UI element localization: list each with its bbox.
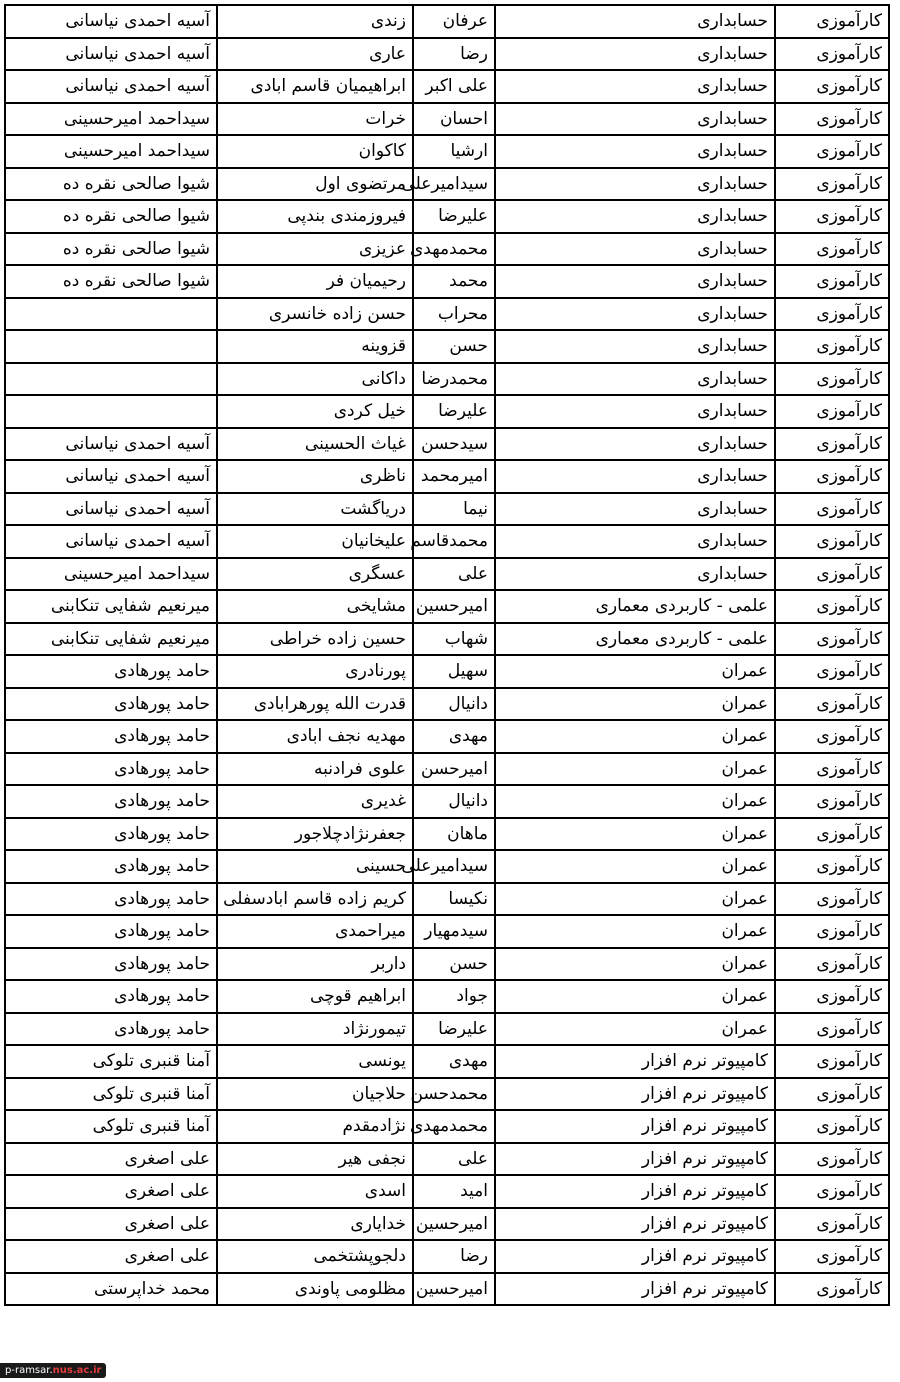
advisor-cell — [5, 363, 217, 396]
major-cell: کامپیوتر نرم افزار — [495, 1045, 775, 1078]
first-name-cell: امید — [413, 1175, 495, 1208]
first-name-cell: علی — [413, 558, 495, 591]
table-row — [5, 980, 889, 1013]
advisor-cell — [5, 330, 217, 363]
degree-cell: کارآموزی — [775, 525, 889, 558]
table-row — [5, 948, 889, 981]
advisor-cell: آمنا قنبری تلوکی — [5, 1110, 217, 1143]
table-row — [5, 5, 889, 38]
site-watermark — [0, 1363, 106, 1378]
advisor-cell: علی اصغری — [5, 1208, 217, 1241]
last-name-cell: مرتضوی اول — [217, 168, 413, 201]
first-name-cell: ارشیا — [413, 135, 495, 168]
degree-cell: کارآموزی — [775, 720, 889, 753]
last-name-cell: عاری — [217, 38, 413, 71]
advisor-cell: آسیه احمدی نیاسانی — [5, 493, 217, 526]
degree-cell: کارآموزی — [775, 818, 889, 851]
last-name-cell: غدیری — [217, 785, 413, 818]
first-name-cell: امیرمحمد — [413, 460, 495, 493]
major-cell: حسابداری — [495, 460, 775, 493]
table-row — [5, 38, 889, 71]
table-row — [5, 460, 889, 493]
last-name-cell: خیل کردی — [217, 395, 413, 428]
advisor-cell: آسیه احمدی نیاسانی — [5, 428, 217, 461]
advisor-cell: آسیه احمدی نیاسانی — [5, 460, 217, 493]
last-name-cell: داربر — [217, 948, 413, 981]
last-name-cell: کاکوان — [217, 135, 413, 168]
degree-cell: کارآموزی — [775, 915, 889, 948]
table-row — [5, 298, 889, 331]
major-cell: عمران — [495, 980, 775, 1013]
table-body — [5, 5, 889, 1305]
degree-cell: کارآموزی — [775, 590, 889, 623]
advisor-cell: محمد خداپرستی — [5, 1273, 217, 1306]
table-row — [5, 330, 889, 363]
table-row — [5, 395, 889, 428]
degree-cell: کارآموزی — [775, 1045, 889, 1078]
degree-cell: کارآموزی — [775, 1110, 889, 1143]
table-row — [5, 1045, 889, 1078]
degree-cell: کارآموزی — [775, 1175, 889, 1208]
table-row — [5, 1175, 889, 1208]
major-cell: عمران — [495, 720, 775, 753]
first-name-cell: نکیسا — [413, 883, 495, 916]
advisor-cell: سیداحمد امیرحسینی — [5, 103, 217, 136]
major-cell: حسابداری — [495, 38, 775, 71]
watermark-prefix: p-ramsar. — [5, 1365, 53, 1376]
advisor-cell — [5, 395, 217, 428]
degree-cell: کارآموزی — [775, 1273, 889, 1306]
major-cell: کامپیوتر نرم افزار — [495, 1143, 775, 1176]
table-row — [5, 200, 889, 233]
table-row — [5, 688, 889, 721]
last-name-cell: مظلومی پاوندی — [217, 1273, 413, 1306]
first-name-cell: امیرحسن — [413, 753, 495, 786]
last-name-cell: میراحمدی — [217, 915, 413, 948]
degree-cell: کارآموزی — [775, 5, 889, 38]
first-name-cell: امیرحسین — [413, 590, 495, 623]
degree-cell: کارآموزی — [775, 103, 889, 136]
first-name-cell: سهیل — [413, 655, 495, 688]
first-name-cell: علیرضا — [413, 395, 495, 428]
degree-cell: کارآموزی — [775, 363, 889, 396]
major-cell: کامپیوتر نرم افزار — [495, 1273, 775, 1306]
degree-cell: کارآموزی — [775, 753, 889, 786]
first-name-cell: احسان — [413, 103, 495, 136]
first-name-cell: امیرحسین — [413, 1273, 495, 1306]
table-row — [5, 1013, 889, 1046]
last-name-cell: پورنادری — [217, 655, 413, 688]
degree-cell: کارآموزی — [775, 623, 889, 656]
first-name-cell: جواد — [413, 980, 495, 1013]
first-name-cell: علیرضا — [413, 1013, 495, 1046]
last-name-cell: عسگری — [217, 558, 413, 591]
degree-cell: کارآموزی — [775, 330, 889, 363]
watermark-domain: nus.ac.ir — [52, 1365, 102, 1376]
degree-cell: کارآموزی — [775, 655, 889, 688]
advisor-cell: حامد پورهادی — [5, 753, 217, 786]
major-cell: عمران — [495, 655, 775, 688]
advisor-cell: حامد پورهادی — [5, 720, 217, 753]
major-cell: عمران — [495, 948, 775, 981]
advisor-cell: حامد پورهادی — [5, 980, 217, 1013]
advisor-cell: شیوا صالحی نقره ده — [5, 233, 217, 266]
first-name-cell: سیدامیرعلی — [413, 168, 495, 201]
first-name-cell: محمد — [413, 265, 495, 298]
first-name-cell: حسن — [413, 948, 495, 981]
table-row — [5, 883, 889, 916]
table-row — [5, 753, 889, 786]
table-row — [5, 655, 889, 688]
major-cell: علمی - کاربردی معماری — [495, 590, 775, 623]
major-cell: حسابداری — [495, 428, 775, 461]
major-cell: حسابداری — [495, 233, 775, 266]
last-name-cell: مهدیه نجف ابادی — [217, 720, 413, 753]
first-name-cell: محمدرضا — [413, 363, 495, 396]
first-name-cell: سیدمهیار — [413, 915, 495, 948]
major-cell: حسابداری — [495, 493, 775, 526]
first-name-cell: دانیال — [413, 688, 495, 721]
table-row — [5, 135, 889, 168]
degree-cell: کارآموزی — [775, 135, 889, 168]
major-cell: حسابداری — [495, 5, 775, 38]
first-name-cell: محمدمهدی — [413, 1110, 495, 1143]
last-name-cell: حلاجیان — [217, 1078, 413, 1111]
first-name-cell: ماهان — [413, 818, 495, 851]
last-name-cell: قزوینه — [217, 330, 413, 363]
last-name-cell: نژادمقدم — [217, 1110, 413, 1143]
major-cell: کامپیوتر نرم افزار — [495, 1240, 775, 1273]
advisor-cell: علی اصغری — [5, 1175, 217, 1208]
last-name-cell: حسین زاده خراطی — [217, 623, 413, 656]
advisor-cell: آسیه احمدی نیاسانی — [5, 38, 217, 71]
advisor-cell: آمنا قنبری تلوکی — [5, 1045, 217, 1078]
degree-cell: کارآموزی — [775, 460, 889, 493]
first-name-cell: رضا — [413, 1240, 495, 1273]
first-name-cell: رضا — [413, 38, 495, 71]
degree-cell: کارآموزی — [775, 200, 889, 233]
last-name-cell: حسن زاده خانسری — [217, 298, 413, 331]
degree-cell: کارآموزی — [775, 1013, 889, 1046]
degree-cell: کارآموزی — [775, 168, 889, 201]
first-name-cell: شهاب — [413, 623, 495, 656]
table-row — [5, 525, 889, 558]
major-cell: حسابداری — [495, 330, 775, 363]
table-row — [5, 1273, 889, 1306]
last-name-cell: تیمورنژاد — [217, 1013, 413, 1046]
major-cell: علمی - کاربردی معماری — [495, 623, 775, 656]
last-name-cell: جعفرنژادچلاجور — [217, 818, 413, 851]
degree-cell: کارآموزی — [775, 1208, 889, 1241]
first-name-cell: محمدحسن — [413, 1078, 495, 1111]
last-name-cell: ابراهیم قوچی — [217, 980, 413, 1013]
last-name-cell: کریم زاده قاسم ابادسفلی — [217, 883, 413, 916]
degree-cell: کارآموزی — [775, 558, 889, 591]
degree-cell: کارآموزی — [775, 298, 889, 331]
table-row — [5, 1240, 889, 1273]
table-row — [5, 785, 889, 818]
last-name-cell: رحیمیان فر — [217, 265, 413, 298]
last-name-cell: ابراهیمیان قاسم ابادی — [217, 70, 413, 103]
last-name-cell: غیاث الحسینی — [217, 428, 413, 461]
table-row — [5, 103, 889, 136]
advisor-cell: آسیه احمدی نیاسانی — [5, 70, 217, 103]
first-name-cell: سیدامیرعلی — [413, 850, 495, 883]
degree-cell: کارآموزی — [775, 785, 889, 818]
last-name-cell: عزیزی — [217, 233, 413, 266]
table-row — [5, 1110, 889, 1143]
first-name-cell: علی اکبر — [413, 70, 495, 103]
advisor-cell: حامد پورهادی — [5, 818, 217, 851]
degree-cell: کارآموزی — [775, 688, 889, 721]
degree-cell: کارآموزی — [775, 883, 889, 916]
major-cell: حسابداری — [495, 265, 775, 298]
major-cell: حسابداری — [495, 558, 775, 591]
advisor-cell: آسیه احمدی نیاسانی — [5, 5, 217, 38]
advisor-cell: حامد پورهادی — [5, 655, 217, 688]
table-row — [5, 720, 889, 753]
advisor-cell: علی اصغری — [5, 1143, 217, 1176]
table-row — [5, 70, 889, 103]
first-name-cell: علی — [413, 1143, 495, 1176]
major-cell: عمران — [495, 785, 775, 818]
last-name-cell: ناظری — [217, 460, 413, 493]
first-name-cell: مهدی — [413, 1045, 495, 1078]
degree-cell: کارآموزی — [775, 1143, 889, 1176]
advisor-cell: میرنعیم شفایی تنکابنی — [5, 623, 217, 656]
table-row — [5, 1208, 889, 1241]
degree-cell: کارآموزی — [775, 1078, 889, 1111]
major-cell: عمران — [495, 915, 775, 948]
major-cell: کامپیوتر نرم افزار — [495, 1078, 775, 1111]
last-name-cell: مشایخی — [217, 590, 413, 623]
last-name-cell: خرات — [217, 103, 413, 136]
major-cell: حسابداری — [495, 200, 775, 233]
last-name-cell: نجفی هیر — [217, 1143, 413, 1176]
major-cell: حسابداری — [495, 103, 775, 136]
advisor-cell: شیوا صالحی نقره ده — [5, 168, 217, 201]
major-cell: حسابداری — [495, 525, 775, 558]
first-name-cell: حسن — [413, 330, 495, 363]
first-name-cell: امیرحسین — [413, 1208, 495, 1241]
table-row — [5, 1078, 889, 1111]
advisor-cell: حامد پورهادی — [5, 915, 217, 948]
table-row — [5, 558, 889, 591]
major-cell: عمران — [495, 1013, 775, 1046]
advisor-cell: شیوا صالحی نقره ده — [5, 265, 217, 298]
last-name-cell: علوی فرادنبه — [217, 753, 413, 786]
major-cell: حسابداری — [495, 395, 775, 428]
table-row — [5, 493, 889, 526]
table-row — [5, 265, 889, 298]
advisor-cell: شیوا صالحی نقره ده — [5, 200, 217, 233]
first-name-cell: محراب — [413, 298, 495, 331]
last-name-cell: دریاگشت — [217, 493, 413, 526]
table-row — [5, 915, 889, 948]
table-row — [5, 428, 889, 461]
advisor-cell: سیداحمد امیرحسینی — [5, 558, 217, 591]
first-name-cell: دانیال — [413, 785, 495, 818]
advisor-cell: حامد پورهادی — [5, 785, 217, 818]
degree-cell: کارآموزی — [775, 395, 889, 428]
table-row — [5, 818, 889, 851]
major-cell: کامپیوتر نرم افزار — [495, 1175, 775, 1208]
table-row — [5, 590, 889, 623]
first-name-cell: علیرضا — [413, 200, 495, 233]
major-cell: عمران — [495, 818, 775, 851]
first-name-cell: سیدحسن — [413, 428, 495, 461]
major-cell: عمران — [495, 850, 775, 883]
major-cell: حسابداری — [495, 363, 775, 396]
table-row — [5, 1143, 889, 1176]
last-name-cell: دلجوپشتخمی — [217, 1240, 413, 1273]
last-name-cell: فیروزمندی بندپی — [217, 200, 413, 233]
table-row — [5, 363, 889, 396]
first-name-cell: محمدقاسم — [413, 525, 495, 558]
internship-table — [4, 4, 890, 1306]
last-name-cell: زندی — [217, 5, 413, 38]
advisor-cell — [5, 298, 217, 331]
degree-cell: کارآموزی — [775, 38, 889, 71]
first-name-cell: مهدی — [413, 720, 495, 753]
advisor-cell: آسیه احمدی نیاسانی — [5, 525, 217, 558]
major-cell: حسابداری — [495, 298, 775, 331]
last-name-cell: خدایاری — [217, 1208, 413, 1241]
major-cell: عمران — [495, 688, 775, 721]
major-cell: کامپیوتر نرم افزار — [495, 1110, 775, 1143]
table-row — [5, 233, 889, 266]
table-row — [5, 623, 889, 656]
degree-cell: کارآموزی — [775, 428, 889, 461]
major-cell: حسابداری — [495, 135, 775, 168]
table-row — [5, 850, 889, 883]
table-row — [5, 168, 889, 201]
last-name-cell: اسدی — [217, 1175, 413, 1208]
last-name-cell: داکانی — [217, 363, 413, 396]
first-name-cell: محمدمهدی — [413, 233, 495, 266]
degree-cell: کارآموزی — [775, 980, 889, 1013]
major-cell: حسابداری — [495, 168, 775, 201]
advisor-cell: حامد پورهادی — [5, 883, 217, 916]
advisor-cell: حامد پورهادی — [5, 688, 217, 721]
last-name-cell: یونسی — [217, 1045, 413, 1078]
degree-cell: کارآموزی — [775, 233, 889, 266]
first-name-cell: نیما — [413, 493, 495, 526]
last-name-cell: قدرت الله پورهرابادی — [217, 688, 413, 721]
degree-cell: کارآموزی — [775, 265, 889, 298]
degree-cell: کارآموزی — [775, 493, 889, 526]
advisor-cell: حامد پورهادی — [5, 948, 217, 981]
first-name-cell: عرفان — [413, 5, 495, 38]
advisor-cell: حامد پورهادی — [5, 1013, 217, 1046]
advisor-cell: آمنا قنبری تلوکی — [5, 1078, 217, 1111]
major-cell: عمران — [495, 753, 775, 786]
advisor-cell: علی اصغری — [5, 1240, 217, 1273]
advisor-cell: سیداحمد امیرحسینی — [5, 135, 217, 168]
major-cell: کامپیوتر نرم افزار — [495, 1208, 775, 1241]
degree-cell: کارآموزی — [775, 1240, 889, 1273]
major-cell: عمران — [495, 883, 775, 916]
major-cell: حسابداری — [495, 70, 775, 103]
last-name-cell: حسینی — [217, 850, 413, 883]
advisor-cell: میرنعیم شفایی تنکابنی — [5, 590, 217, 623]
degree-cell: کارآموزی — [775, 70, 889, 103]
degree-cell: کارآموزی — [775, 850, 889, 883]
advisor-cell: حامد پورهادی — [5, 850, 217, 883]
degree-cell: کارآموزی — [775, 948, 889, 981]
last-name-cell: علیخانیان — [217, 525, 413, 558]
